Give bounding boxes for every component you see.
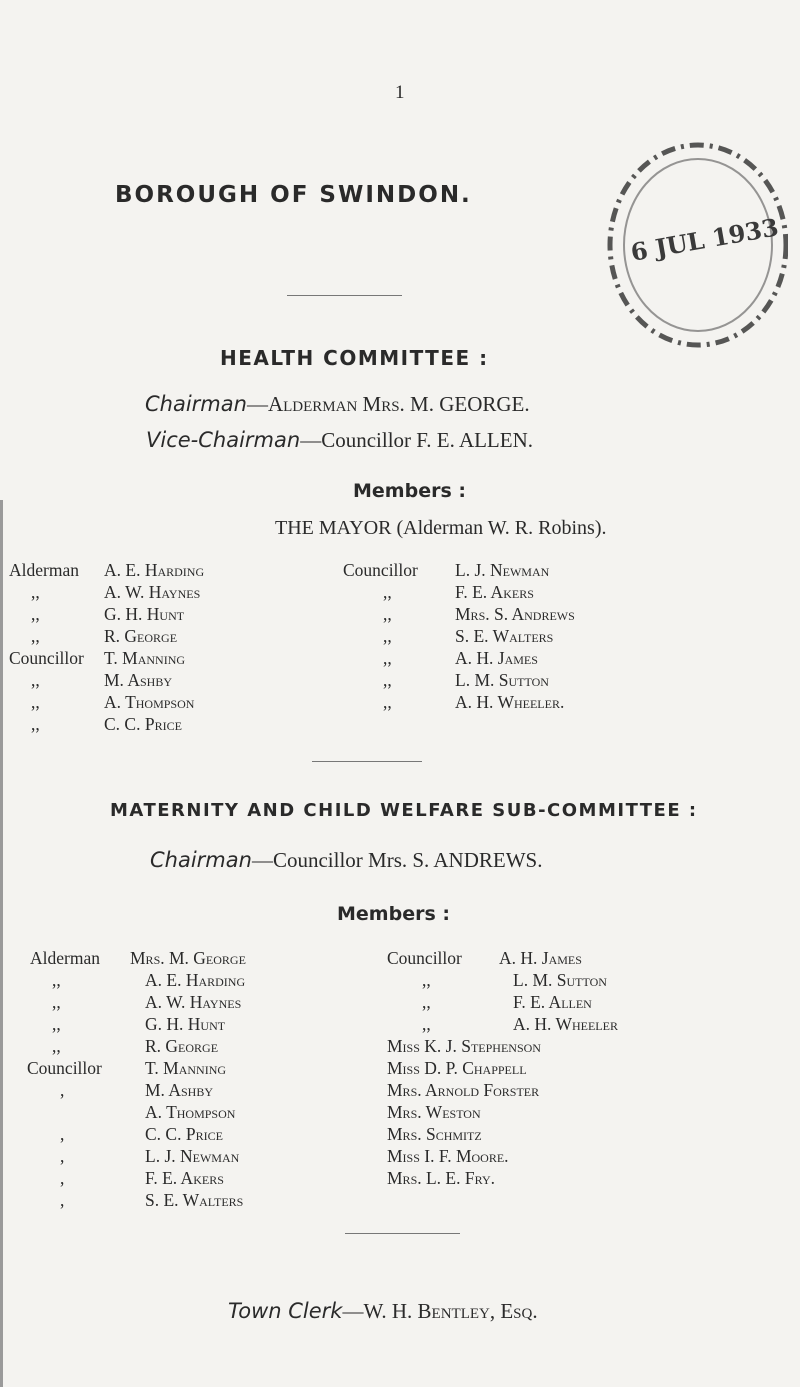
member-row: ,, A. H. Wheeler. [383,692,565,712]
town-clerk-name: —W. H. Bentley, Esq. [342,1299,538,1323]
member-row: Mrs. Schmitz [387,1124,482,1144]
member-row: ,, A. H. Wheeler [422,1014,618,1034]
member-row: Alderman Mrs. M. George [30,948,246,968]
maternity-left-members [27,947,246,1211]
member-row: ,, L. M. Sutton [383,670,549,690]
member-row: Alderman A. E. Harding [9,560,205,580]
member-row: Councillor T. Manning [9,648,186,668]
member-row: ,, A. W. Haynes [52,992,242,1012]
member-row: ,, F. E. Akers [383,582,534,602]
member-row: ,, L. M. Sutton [422,970,607,990]
page-edge-rule [0,500,3,1387]
member-row: Miss I. F. Moore. [387,1146,509,1166]
member-row: ,, C. C. Price [31,714,182,734]
page-number: 1 [395,82,405,103]
chairman-role: Chairman [150,848,252,872]
member-row: Councillor A. H. James [387,948,582,968]
member-row: ,, G. H. Hunt [52,1014,226,1034]
library-stamp [598,140,788,370]
chairman-name: —Alderman Mrs. M. GEORGE. [246,392,530,416]
vice-chairman-role: Vice-Chairman [146,428,301,452]
health-members-label: Members : [353,480,466,502]
member-row: Mrs. Arnold Forster [387,1080,540,1100]
health-left-members [9,559,204,735]
member-row: ,, F. E. Allen [422,992,592,1012]
health-vice-chairman-line [146,428,533,453]
member-row: Miss D. P. Chappell [387,1058,527,1078]
divider-rule [345,1233,460,1234]
member-row: ,, R. George [52,1036,219,1056]
member-row: Councillor L. J. Newman [343,560,550,580]
chairman-name: —Councillor Mrs. S. ANDREWS. [251,848,543,872]
member-row: Mrs. L. E. Fry. [387,1168,495,1188]
member-row: ,, A. Thompson [31,692,195,712]
member-row: Mrs. Weston [387,1102,481,1122]
divider-rule [312,761,422,762]
mayor-line: THE MAYOR (Alderman W. R. Robins). [275,517,607,539]
health-committee-heading: HEALTH COMMITTEE : [220,346,489,370]
maternity-members-label: Members : [337,903,450,925]
member-row: ,, G. H. Hunt [31,604,185,624]
chairman-role: Chairman [145,392,247,416]
member-row: ,, A. E. Harding [52,970,246,990]
town-clerk-role: Town Clerk [228,1299,343,1323]
member-row: ,, A. W. Haynes [31,582,201,602]
member-row: , M. Ashby [60,1080,213,1100]
member-row: ,, R. George [31,626,178,646]
maternity-right-members [387,947,618,1189]
member-row: A. Thompson [145,1102,236,1122]
maternity-heading: MATERNITY AND CHILD WELFARE SUB-COMMITTEE : [110,800,698,821]
member-row: , S. E. Walters [60,1190,244,1210]
borough-title: BOROUGH OF SWINDON. [115,182,472,208]
member-row: ,, Mrs. S. Andrews [383,604,575,624]
member-row: , F. E. Akers [60,1168,224,1188]
member-row: ,, M. Ashby [31,670,172,690]
health-chairman-line [145,392,530,417]
member-row: , L. J. Newman [60,1146,240,1166]
member-row: ,, S. E. Walters [383,626,554,646]
member-row: , C. C. Price [60,1124,223,1144]
divider-rule [287,295,402,296]
health-right-members [343,559,575,713]
vice-chairman-name: —Councillor F. E. ALLEN. [300,428,534,452]
member-row: Miss K. J. Stephenson [387,1036,541,1056]
stamp-date: 6 JUL 1933 [628,212,781,267]
member-row: ,, A. H. James [383,648,538,668]
member-row: Councillor T. Manning [27,1058,227,1078]
maternity-chairman-line [150,848,542,873]
town-clerk-line [228,1299,538,1324]
